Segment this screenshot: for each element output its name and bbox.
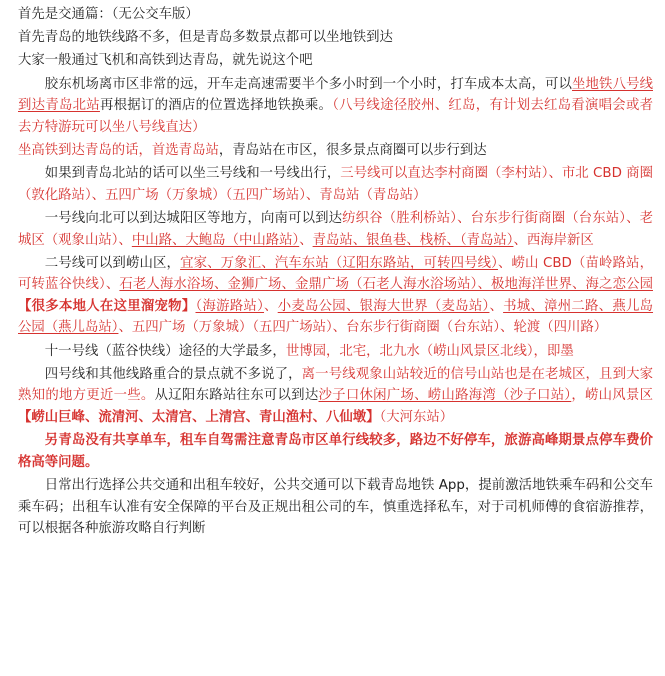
text-run: 再根据订的酒店的位置选择地铁换乘。 [99, 98, 333, 114]
text-run: 日常出行选择公共交通和出租车较好，公共交通可以下载青岛地铁 App，提前激活地铁乘车码和公交车乘车码；出租车认准有安全保障的平台及正规出租公司的车，慎重选择私车，对于司机师傅的食宿游推荐，可以根据各种旅游攻略自行判断 [18, 478, 653, 537]
paragraph-line-11 [18, 341, 653, 363]
highlight-metro-line-8: 坐地铁八号线到达青岛北站 [18, 76, 653, 114]
highlight-shilaoren-beach: 石老人海水浴场、金狮广场、金鼎广场（石老人海水浴场站）、极地海洋世界、海之恋公园 [119, 277, 653, 293]
highlight-yanerdao: 书城、漳州二路、燕儿岛公园（燕儿岛站） [18, 298, 654, 336]
highlight-west-coast: 、西海岸新区 [513, 232, 594, 248]
separator-comma: 、 [264, 298, 278, 314]
highlight-line-8-note: （八号线途径胶州、红岛，有计划去红岛看演唱会或者去方特游玩可以坐八号线直达） [18, 98, 653, 135]
highlight-laoshan-cbd: 、崂山 CBD（苗岭路站，可转蓝谷快线）、 [18, 255, 653, 293]
paragraph-airport [18, 74, 653, 139]
highlight-qingdao-station: 坐高铁到达青岛的话，首选青岛站 [18, 142, 219, 158]
highlight-xinhaoshan: 离一号线观象山站较近的信号山站也是在老城区，且到大家熟知的地方更近一些。 [18, 366, 654, 404]
paragraph-driving-note [18, 430, 653, 473]
title-text: 首先是交通篇：（无公交车版） [18, 7, 199, 22]
text-run: 大家一般通过飞机和高铁到达青岛，就先说这个吧 [18, 53, 313, 69]
text-run: ，青岛站在市区，很多景点商圈可以步行到达 [218, 142, 487, 158]
text-run: 胶东机场离市区非常的远，开车走高速需要半个多小时到一个小时，打车成本太高，可以 [44, 76, 573, 92]
highlight-line-11-stops: 世博园，北宅，北九水（崂山风景区北线），即墨 [285, 343, 574, 359]
section-title [18, 4, 653, 26]
text-run: 如果到青岛北站的话可以坐三号线和一号线出行， [44, 166, 341, 182]
highlight-line-2-rest: 、五四广场（万象城）（五四广场站）、台东步行街商圈（台东站）、轮渡（四川路） [118, 320, 608, 336]
paragraph-line-1 [18, 208, 653, 251]
paragraph-metro-intro [18, 27, 653, 49]
highlight-line-1-stops: 纺织谷（胜利桥站）、台东步行街商圈（台东站）、老城区（观象山站）、 [18, 210, 653, 248]
paragraph-line-2 [18, 253, 653, 339]
paragraph-line-4 [18, 364, 653, 429]
text-run: 十一号线（蓝谷快线）途径的大学最多， [44, 343, 286, 359]
highlight-laoshan-scenic: ，崂山风景区 [571, 388, 653, 404]
highlight-qingdao-station-area: 青岛站、银鱼巷、栈桥、（青岛站） [312, 232, 514, 248]
highlight-maidao: 小麦岛公园、银海大世界（麦岛站） [277, 298, 490, 314]
highlight-driving-warning: 另青岛没有共享单车，租车自驾需注意青岛市区单行线较多，路边不好停车，旅游高峰期景点停车费价格高等问题。 [18, 433, 653, 470]
text-run: 一号线向北可以到达城阳区等地方，向南可以到达 [44, 210, 343, 226]
highlight-pet-note: 【很多本地人在这里溜宠物】 [18, 298, 196, 314]
paragraph-arrival-intro [18, 50, 653, 72]
paragraph-qingdao-north [18, 163, 653, 206]
highlight-haiyou-road: （海游路站） [195, 298, 265, 314]
text-run: 四号线和其他线路重合的景点就不多说了， [44, 366, 302, 382]
text-run: 首先青岛的地铁线路不多，但是青岛多数景点都可以坐地铁到达 [18, 30, 393, 46]
paragraph-daily-travel [18, 475, 653, 540]
text-run: 从辽阳东路站往东可以到达 [154, 388, 319, 404]
highlight-ikea-stop: 宜家、万象汇、汽车东站（辽阳东路站，可转四号线） [180, 255, 498, 271]
highlight-zhongshan-road: 中山路、大鲍岛（中山路站） [131, 232, 300, 248]
highlight-shazikou: 沙子口休闲广场、崂山路海湾（沙子口站） [318, 388, 572, 404]
highlight-line-3-stops: 三号线可以直达李村商圈（李村站）、市北 CBD 商圈（敦化路站）、五四广场（万象城）（五四广场站）、青岛站（青岛站） [18, 166, 653, 203]
separator-comma: 、 [299, 232, 313, 248]
separator-comma: 、 [489, 298, 504, 314]
text-run: 二号线可以到崂山区， [44, 255, 181, 271]
highlight-dahedong: （大河东站） [379, 410, 454, 426]
paragraph-high-speed-rail [18, 140, 653, 162]
highlight-laoshan-spots: 【崂山巨峰、流清河、太清宫、上清宫、青山渔村、八仙墩】 [18, 410, 380, 426]
